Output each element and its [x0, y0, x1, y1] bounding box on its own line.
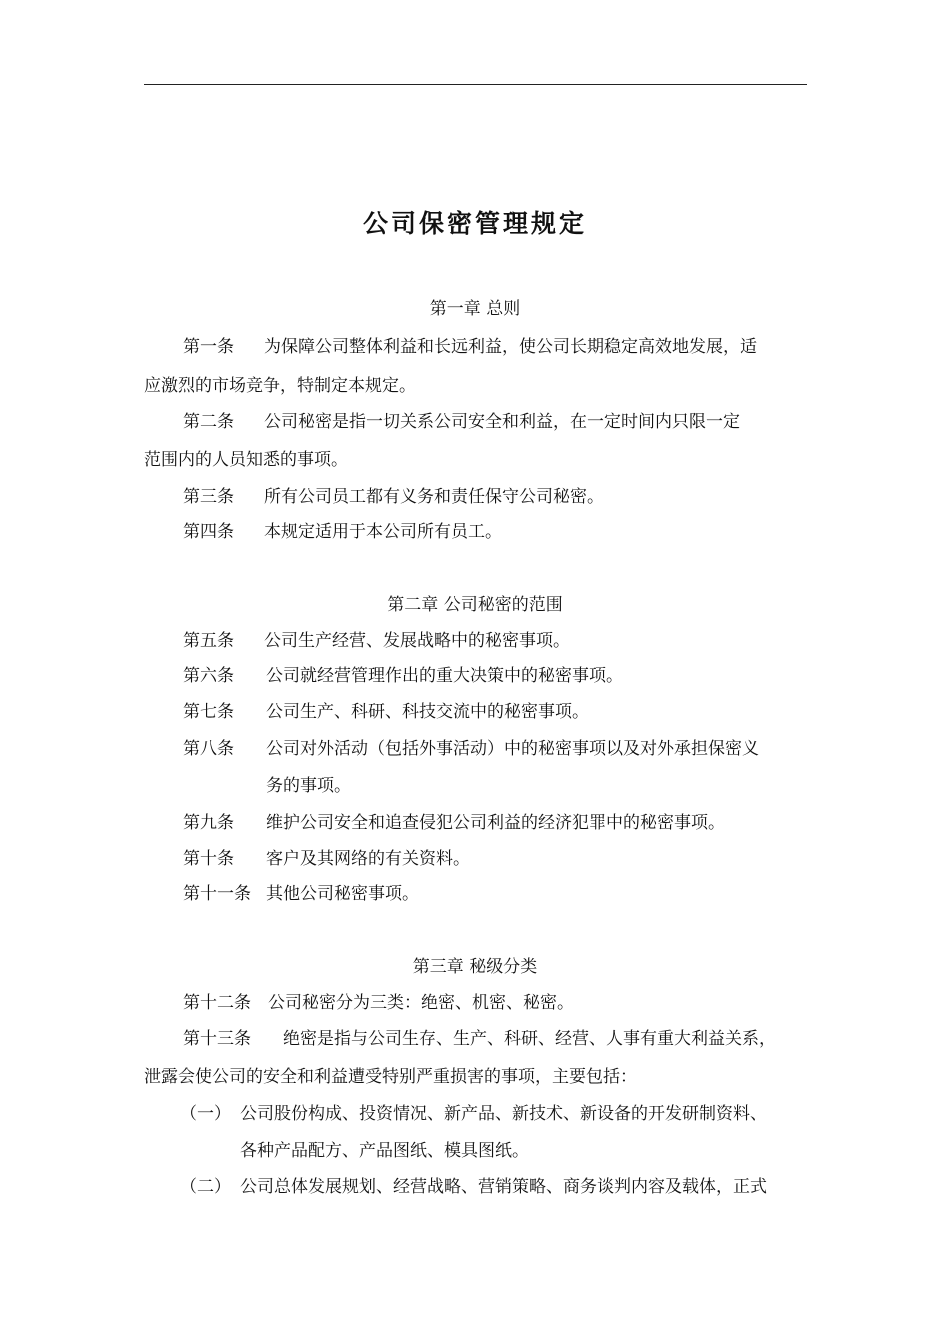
article-11-text: 其他公司秘密事项。 — [266, 884, 419, 904]
article-6-label: 第六条 — [183, 666, 234, 686]
list-item-1-text-cont: 各种产品配方、产品图纸、模具图纸。 — [240, 1141, 529, 1161]
article-13-text-cont: 泄露会使公司的安全和利益遭受特别严重损害的事项，主要包括： — [144, 1067, 637, 1087]
article-2-text-cont: 范围内的人员知悉的事项。 — [144, 450, 348, 470]
article-13-label: 第十三条 — [183, 1029, 251, 1049]
article-9-text: 维护公司安全和追查侵犯公司利益的经济犯罪中的秘密事项。 — [266, 813, 725, 833]
chapter-1-heading: 第一章 总则 — [429, 299, 521, 319]
chapter-3-heading: 第三章 秘级分类 — [412, 957, 538, 977]
article-7-label: 第七条 — [183, 702, 234, 722]
article-7-text: 公司生产、科研、科技交流中的秘密事项。 — [266, 702, 589, 722]
article-12-label: 第十二条 — [183, 993, 251, 1013]
article-5-text: 公司生产经营、发展战略中的秘密事项。 — [264, 631, 570, 651]
article-1-text: 为保障公司整体利益和长远利益，使公司长期稳定高效地发展，适 — [264, 337, 757, 357]
article-1-label: 第一条 — [183, 337, 234, 357]
list-item-1-label: （一） — [180, 1104, 231, 1124]
article-1-text-cont: 应激烈的市场竞争，特制定本规定。 — [144, 376, 416, 396]
header-rule — [144, 84, 807, 85]
article-5-label: 第五条 — [183, 631, 234, 651]
article-9-label: 第九条 — [183, 813, 234, 833]
article-3-label: 第三条 — [183, 487, 234, 507]
article-3-text: 所有公司员工都有义务和责任保守公司秘密。 — [264, 487, 604, 507]
list-item-1-text: 公司股份构成、投资情况、新产品、新技术、新设备的开发研制资料、 — [240, 1104, 767, 1124]
list-item-2-text: 公司总体发展规划、经营战略、营销策略、商务谈判内容及载体，正式 — [240, 1177, 767, 1197]
article-13-text: 绝密是指与公司生存、生产、科研、经营、人事有重大利益关系， — [283, 1029, 776, 1049]
article-4-label: 第四条 — [183, 522, 234, 542]
article-8-text: 公司对外活动（包括外事活动）中的秘密事项以及对外承担保密义 — [266, 739, 759, 759]
article-8-label: 第八条 — [183, 739, 234, 759]
article-6-text: 公司就经营管理作出的重大决策中的秘密事项。 — [266, 666, 623, 686]
article-2-label: 第二条 — [183, 412, 234, 432]
article-8-text-cont: 务的事项。 — [266, 776, 351, 796]
article-10-label: 第十条 — [183, 849, 234, 869]
chapter-2-heading: 第二章 公司秘密的范围 — [387, 595, 563, 615]
list-item-2-label: （二） — [180, 1177, 231, 1197]
article-12-text: 公司秘密分为三类：绝密、机密、秘密。 — [268, 993, 574, 1013]
article-10-text: 客户及其网络的有关资料。 — [266, 849, 470, 869]
article-4-text: 本规定适用于本公司所有员工。 — [264, 522, 502, 542]
article-11-label: 第十一条 — [183, 884, 251, 904]
document-title: 公司保密管理规定 — [362, 209, 587, 238]
article-2-text: 公司秘密是指一切关系公司安全和利益，在一定时间内只限一定 — [264, 412, 740, 432]
